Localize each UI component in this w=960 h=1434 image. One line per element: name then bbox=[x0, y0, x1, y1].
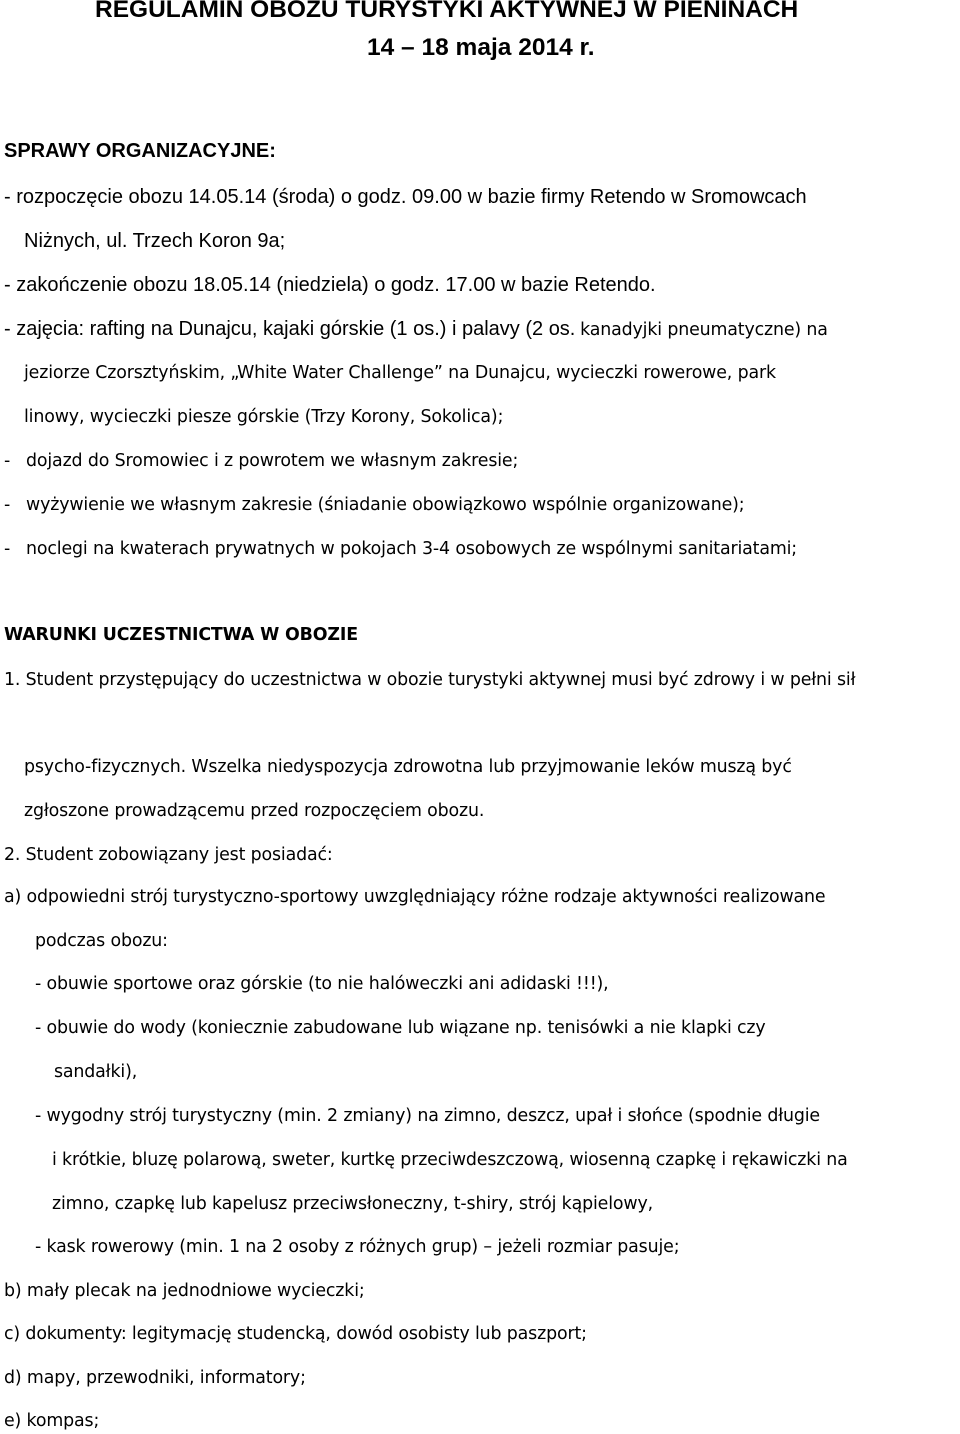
clothes-line1: - wygodny strój turystyczny (min. 2 zmiany) na zimno, deszcz, upał i słońce (spodnie długie bbox=[35, 1106, 820, 1126]
org-item-start: - rozpoczęcie obozu 14.05.14 (środa) o godz. 09.00 w bazie firmy Retendo w Sromowcach bbox=[4, 186, 807, 208]
condition-1-line1: 1. Student przystępujący do uczestnictwa w obozie turystyki aktywnej musi być zdrowy i w pełni sił bbox=[4, 670, 856, 690]
document-title: REGULAMIN OBOZU TURYSTYKI AKTYWNEJ W PIENINACH bbox=[95, 0, 799, 23]
helmet-item: - kask rowerowy (min. 1 na 2 osoby z różnych grup) – jeżeli rozmiar pasuje; bbox=[35, 1237, 680, 1257]
clothes-line3: zimno, czapkę lub kapelusz przeciwsłoneczny, t-shiry, strój kąpielowy, bbox=[52, 1194, 653, 1214]
section-heading-conditions: WARUNKI UCZESTNICTWA W OBOZIE bbox=[4, 625, 358, 645]
document-dates: 14 – 18 maja 2014 r. bbox=[367, 34, 595, 61]
item-e: e) kompas; bbox=[4, 1411, 100, 1431]
item-a-line1: a) odpowiedni strój turystyczno-sportowy uwzględniający różne rodzaje aktywności realizowane bbox=[4, 887, 826, 907]
item-b: b) mały plecak na jednodniowe wycieczki; bbox=[4, 1281, 365, 1301]
org-item-lodging: - noclegi na kwaterach prywatnych w pokojach 3-4 osobowych ze wspólnymi sanitariatami; bbox=[4, 539, 798, 559]
section-heading-organizational: SPRAWY ORGANIZACYJNE: bbox=[4, 140, 276, 162]
org-item-lodging-text: noclegi na kwaterach prywatnych w pokojach 3-4 osobowych ze wspólnymi sanitariatami; bbox=[26, 539, 798, 559]
shoes-water-line2: sandałki), bbox=[54, 1062, 138, 1082]
org-item-activities-line3: linowy, wycieczki piesze górskie (Trzy Korony, Sokolica); bbox=[24, 407, 504, 427]
org-item-activities-start: - zajęcia: rafting na Dunajcu, kajaki górskie (1 os.) i palavy (2 os. bbox=[4, 318, 576, 340]
org-item-food: - wyżywienie we własnym zakresie (śniadanie obowiązkowo wspólnie organizowane); bbox=[4, 495, 745, 515]
org-item-travel: - dojazd do Sromowiec i z powrotem we własnym zakresie; bbox=[4, 451, 519, 471]
item-d: d) mapy, przewodniki, informatory; bbox=[4, 1368, 306, 1388]
item-c: c) dokumenty: legitymację studencką, dowód osobisty lub paszport; bbox=[4, 1324, 587, 1344]
condition-1-line3: zgłoszone prowadzącemu przed rozpoczęciem obozu. bbox=[24, 801, 485, 821]
shoes-sport: - obuwie sportowe oraz górskie (to nie halóweczki ani adidaski !!!), bbox=[35, 974, 609, 994]
condition-1-line2: psycho-fizycznych. Wszelka niedyspozycja zdrowotna lub przyjmowanie leków muszą być bbox=[24, 757, 792, 777]
condition-2: 2. Student zobowiązany jest posiadać: bbox=[4, 845, 333, 865]
org-item-activities-rest: kanadyjki pneumatyczne) na bbox=[580, 320, 828, 340]
org-item-activities bbox=[4, 318, 828, 341]
org-item-start-address: Niżnych, ul. Trzech Koron 9a; bbox=[24, 230, 286, 252]
org-item-food-text: wyżywienie we własnym zakresie (śniadanie obowiązkowo wspólnie organizowane); bbox=[26, 495, 745, 515]
org-item-end: - zakończenie obozu 18.05.14 (niedziela) o godz. 17.00 w bazie Retendo. bbox=[4, 274, 656, 296]
clothes-line2: i krótkie, bluzę polarową, sweter, kurtkę przeciwdeszczową, wiosenną czapkę i rękawiczki na bbox=[52, 1150, 848, 1170]
org-item-travel-text: dojazd do Sromowiec i z powrotem we własnym zakresie; bbox=[26, 451, 519, 471]
org-item-activities-line2: jeziorze Czorsztyńskim, „White Water Challenge” na Dunajcu, wycieczki rowerowe, park bbox=[24, 363, 776, 383]
item-a-line2: podczas obozu: bbox=[35, 931, 168, 951]
shoes-water: - obuwie do wody (koniecznie zabudowane lub wiązane np. tenisówki a nie klapki czy bbox=[35, 1018, 766, 1038]
